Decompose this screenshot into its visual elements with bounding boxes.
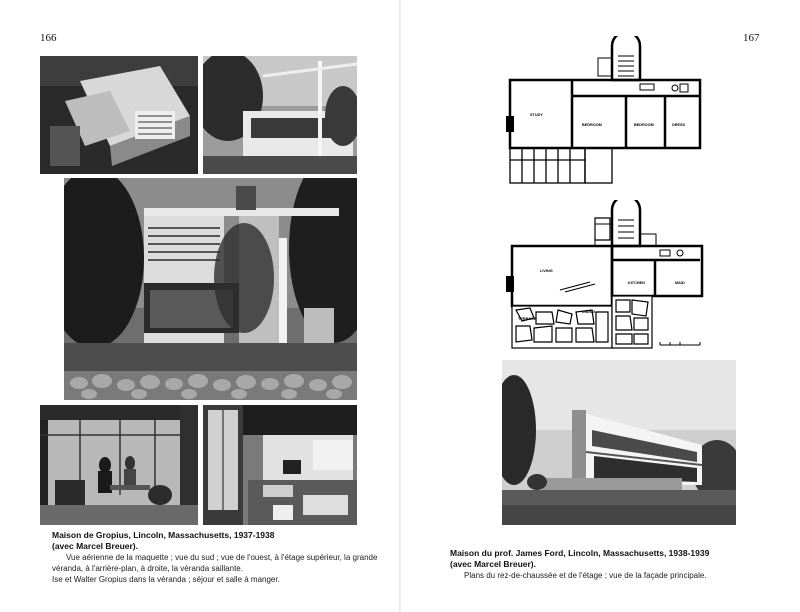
- plan-label-dining: DINING: [582, 310, 596, 314]
- plan-label-kitchen: KITCHEN: [628, 281, 645, 285]
- veranda-photo: [40, 405, 198, 525]
- south-view-photo: [203, 56, 357, 174]
- page-number-left: 166: [40, 32, 57, 44]
- gutter: [399, 0, 401, 612]
- plan-label-terrace: TERRACE: [518, 317, 537, 321]
- west-view-photo: [64, 178, 357, 400]
- right-caption: [450, 548, 790, 581]
- plan-label-bedroom-2: BEDROOM: [634, 123, 654, 127]
- model-aerial-photo: [40, 56, 198, 174]
- left-caption: [52, 530, 392, 585]
- page-number-right: 167: [743, 32, 760, 44]
- left-caption-body-2: véranda, à l'arrière-plan, à droite, la véranda saillante.: [52, 564, 243, 573]
- right-caption-title-2: (avec Marcel Breuer).: [450, 559, 536, 569]
- ford-house-facade-photo: [502, 360, 736, 525]
- plan-label-bedroom-1: BEDROOM: [582, 123, 602, 127]
- right-caption-body: Plans du rez-de-chaussée et de l'étage ; vue de la façade principale.: [464, 571, 707, 580]
- right-caption-title: Maison du prof. James Ford, Lincoln, Massachusetts, 1938-1939: [450, 548, 710, 558]
- left-caption-body-3: Ise et Walter Gropius dans la véranda ; séjour et salle à manger.: [52, 575, 280, 584]
- left-caption-body-1: Vue aérienne de la maquette ; vue du sud ; vue de l'ouest, à l'étage supérieur, la grande: [66, 553, 378, 562]
- plan-label-living: LIVING: [540, 269, 553, 273]
- left-caption-title-2: (avec Marcel Breuer).: [52, 541, 138, 551]
- plan-label-maid: MAID: [675, 281, 685, 285]
- living-dining-photo: [203, 405, 357, 525]
- left-caption-title: Maison de Gropius, Lincoln, Massachusetts, 1937-1938: [52, 530, 275, 540]
- upper-floor-plan: [500, 36, 710, 186]
- ground-floor-plan: [500, 200, 710, 352]
- plan-label-dress: DRESS: [672, 123, 686, 127]
- plan-label-study: STUDY: [530, 113, 543, 117]
